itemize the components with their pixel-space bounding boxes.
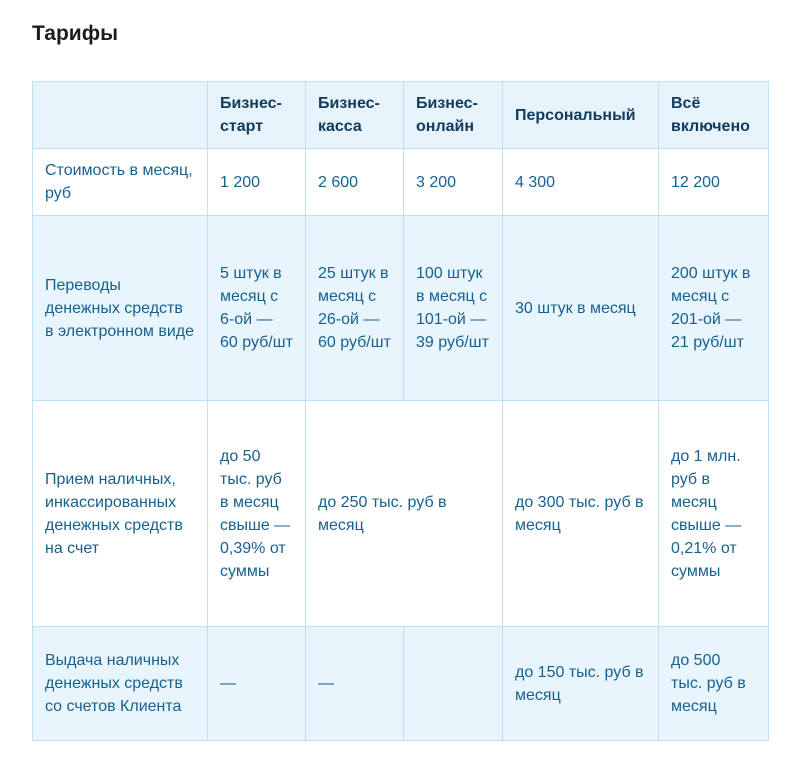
table-cell: до 300 тыс. руб в месяц (503, 401, 659, 627)
table-cell: до 150 тыс. руб в месяц (503, 627, 659, 741)
table-cell: 30 штук в месяц (503, 216, 659, 401)
table-cell: до 50 тыс. руб в месяц свыше — 0,39% от суммы (208, 401, 306, 627)
table-cell: 5 штук в месяц с 6-ой — 60 руб/шт (208, 216, 306, 401)
table-cell: до 1 млн. руб в месяц свыше — 0,21% от суммы (659, 401, 769, 627)
table-cell: 100 штук в месяц с 101-ой — 39 руб/шт (404, 216, 503, 401)
tariffs-table (32, 81, 769, 741)
page-title: Тарифы (32, 22, 119, 45)
table-cell: 12 200 (659, 149, 769, 216)
header-cell-empty (33, 82, 208, 149)
table-cell: 200 штук в месяц с 201-ой — 21 руб/шт (659, 216, 769, 401)
table-cell-merged: до 250 тыс. руб в месяц (306, 401, 503, 627)
table-cell: до 500 тыс. руб в месяц (659, 627, 769, 741)
header-cell-all-inclusive: Всё включено (659, 82, 769, 149)
row-label: Переводы денежных средств в электронном виде (33, 216, 208, 401)
table-cell: 3 200 (404, 149, 503, 216)
table-row-cash-deposit (33, 401, 769, 627)
table-cell: 1 200 (208, 149, 306, 216)
header-row (33, 82, 769, 149)
header-cell-business-start: Бизнес-старт (208, 82, 306, 149)
header-cell-business-kassa: Бизнес-касса (306, 82, 404, 149)
row-label: Выдача наличных денежных средств со счетов Клиента (33, 627, 208, 741)
table-cell-empty (404, 627, 503, 741)
table-cell: 2 600 (306, 149, 404, 216)
row-label: Прием наличных, инкассированных денежных средств на счет (33, 401, 208, 627)
header-cell-business-online: Бизнес-онлайн (404, 82, 503, 149)
table-cell: 25 штук в месяц с 26-ой — 60 руб/шт (306, 216, 404, 401)
table-row-monthly-cost (33, 149, 769, 216)
row-label: Стоимость в месяц, руб (33, 149, 208, 216)
header-cell-personal: Персональный (503, 82, 659, 149)
table-cell: — (306, 627, 404, 741)
table-row-cash-withdrawal (33, 627, 769, 741)
table-row-electronic-transfers (33, 216, 769, 401)
table-cell: — (208, 627, 306, 741)
table-cell: 4 300 (503, 149, 659, 216)
